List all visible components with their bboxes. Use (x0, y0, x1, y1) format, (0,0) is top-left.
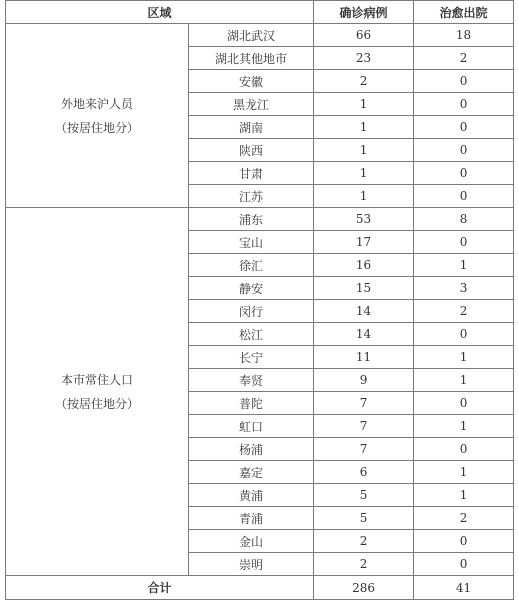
group-label-line1: 外地来沪人员 (60, 96, 133, 111)
group-label-line2: （按居住地分） (54, 396, 139, 411)
cell-confirmed: 2 (314, 553, 414, 576)
cell-region: 闵行 (189, 300, 314, 323)
cell-confirmed: 14 (314, 300, 414, 323)
cell-region: 湖北其他地市 (189, 47, 314, 70)
cell-region: 甘肃 (189, 162, 314, 185)
cell-recovered: 0 (414, 162, 514, 185)
total-label: 合计 (6, 576, 314, 600)
cell-recovered: 0 (414, 139, 514, 162)
cell-recovered: 0 (414, 323, 514, 346)
cell-region: 浦东 (189, 208, 314, 231)
cell-confirmed: 23 (314, 47, 414, 70)
cell-region: 崇明 (189, 553, 314, 576)
cell-recovered: 18 (414, 24, 514, 47)
cell-confirmed: 1 (314, 139, 414, 162)
cell-recovered: 1 (414, 484, 514, 507)
header-region: 区域 (6, 1, 314, 24)
table-row (6, 208, 514, 231)
cell-confirmed: 2 (314, 70, 414, 93)
cell-confirmed: 1 (314, 116, 414, 139)
cell-region: 陕西 (189, 139, 314, 162)
cell-region: 金山 (189, 530, 314, 553)
group-label (6, 24, 189, 208)
header-confirmed: 确诊病例 (314, 1, 414, 24)
cell-recovered: 2 (414, 300, 514, 323)
cell-confirmed: 11 (314, 346, 414, 369)
table-body (6, 24, 514, 576)
cell-region: 江苏 (189, 185, 314, 208)
cell-confirmed: 7 (314, 392, 414, 415)
cell-confirmed: 7 (314, 415, 414, 438)
cell-confirmed: 16 (314, 254, 414, 277)
cell-recovered: 0 (414, 116, 514, 139)
cell-region: 嘉定 (189, 461, 314, 484)
header-recovered: 治愈出院 (414, 1, 514, 24)
cell-region: 安徽 (189, 70, 314, 93)
cell-confirmed: 5 (314, 507, 414, 530)
cell-recovered: 3 (414, 277, 514, 300)
cell-confirmed: 7 (314, 438, 414, 461)
cell-region: 湖北武汉 (189, 24, 314, 47)
cell-region: 静安 (189, 277, 314, 300)
cell-region: 奉贤 (189, 369, 314, 392)
cell-region: 普陀 (189, 392, 314, 415)
cell-confirmed: 17 (314, 231, 414, 254)
cell-region: 宝山 (189, 231, 314, 254)
cell-confirmed: 9 (314, 369, 414, 392)
cell-recovered: 1 (414, 461, 514, 484)
cell-region: 松江 (189, 323, 314, 346)
cell-confirmed: 15 (314, 277, 414, 300)
cell-recovered: 2 (414, 47, 514, 70)
cell-recovered: 0 (414, 530, 514, 553)
cell-region: 黑龙江 (189, 93, 314, 116)
cell-recovered: 0 (414, 93, 514, 116)
cell-confirmed: 53 (314, 208, 414, 231)
cell-region: 虹口 (189, 415, 314, 438)
cell-recovered: 0 (414, 70, 514, 93)
group-label-line2: （按居住地分） (54, 120, 139, 135)
cell-region: 青浦 (189, 507, 314, 530)
cell-recovered: 0 (414, 392, 514, 415)
case-statistics-table (5, 0, 514, 600)
table-row (6, 24, 514, 47)
cell-recovered: 0 (414, 553, 514, 576)
cell-region: 黄浦 (189, 484, 314, 507)
cell-confirmed: 5 (314, 484, 414, 507)
total-row (6, 576, 514, 600)
cell-recovered: 1 (414, 415, 514, 438)
cell-confirmed: 1 (314, 162, 414, 185)
cell-recovered: 1 (414, 254, 514, 277)
cell-confirmed: 66 (314, 24, 414, 47)
cell-recovered: 8 (414, 208, 514, 231)
cell-recovered: 0 (414, 438, 514, 461)
cell-recovered: 1 (414, 369, 514, 392)
cell-confirmed: 2 (314, 530, 414, 553)
cell-recovered: 0 (414, 231, 514, 254)
cell-recovered: 2 (414, 507, 514, 530)
group-label-line1: 本市常住人口 (60, 372, 133, 387)
table-header-row (6, 1, 514, 24)
total-confirmed: 286 (314, 576, 414, 600)
cell-region: 杨浦 (189, 438, 314, 461)
cell-region: 徐汇 (189, 254, 314, 277)
cell-confirmed: 1 (314, 185, 414, 208)
total-recovered: 41 (414, 576, 514, 600)
cell-region: 长宁 (189, 346, 314, 369)
group-label (6, 208, 189, 576)
cell-confirmed: 14 (314, 323, 414, 346)
cell-region: 湖南 (189, 116, 314, 139)
cell-confirmed: 6 (314, 461, 414, 484)
cell-recovered: 1 (414, 346, 514, 369)
cell-confirmed: 1 (314, 93, 414, 116)
cell-recovered: 0 (414, 185, 514, 208)
